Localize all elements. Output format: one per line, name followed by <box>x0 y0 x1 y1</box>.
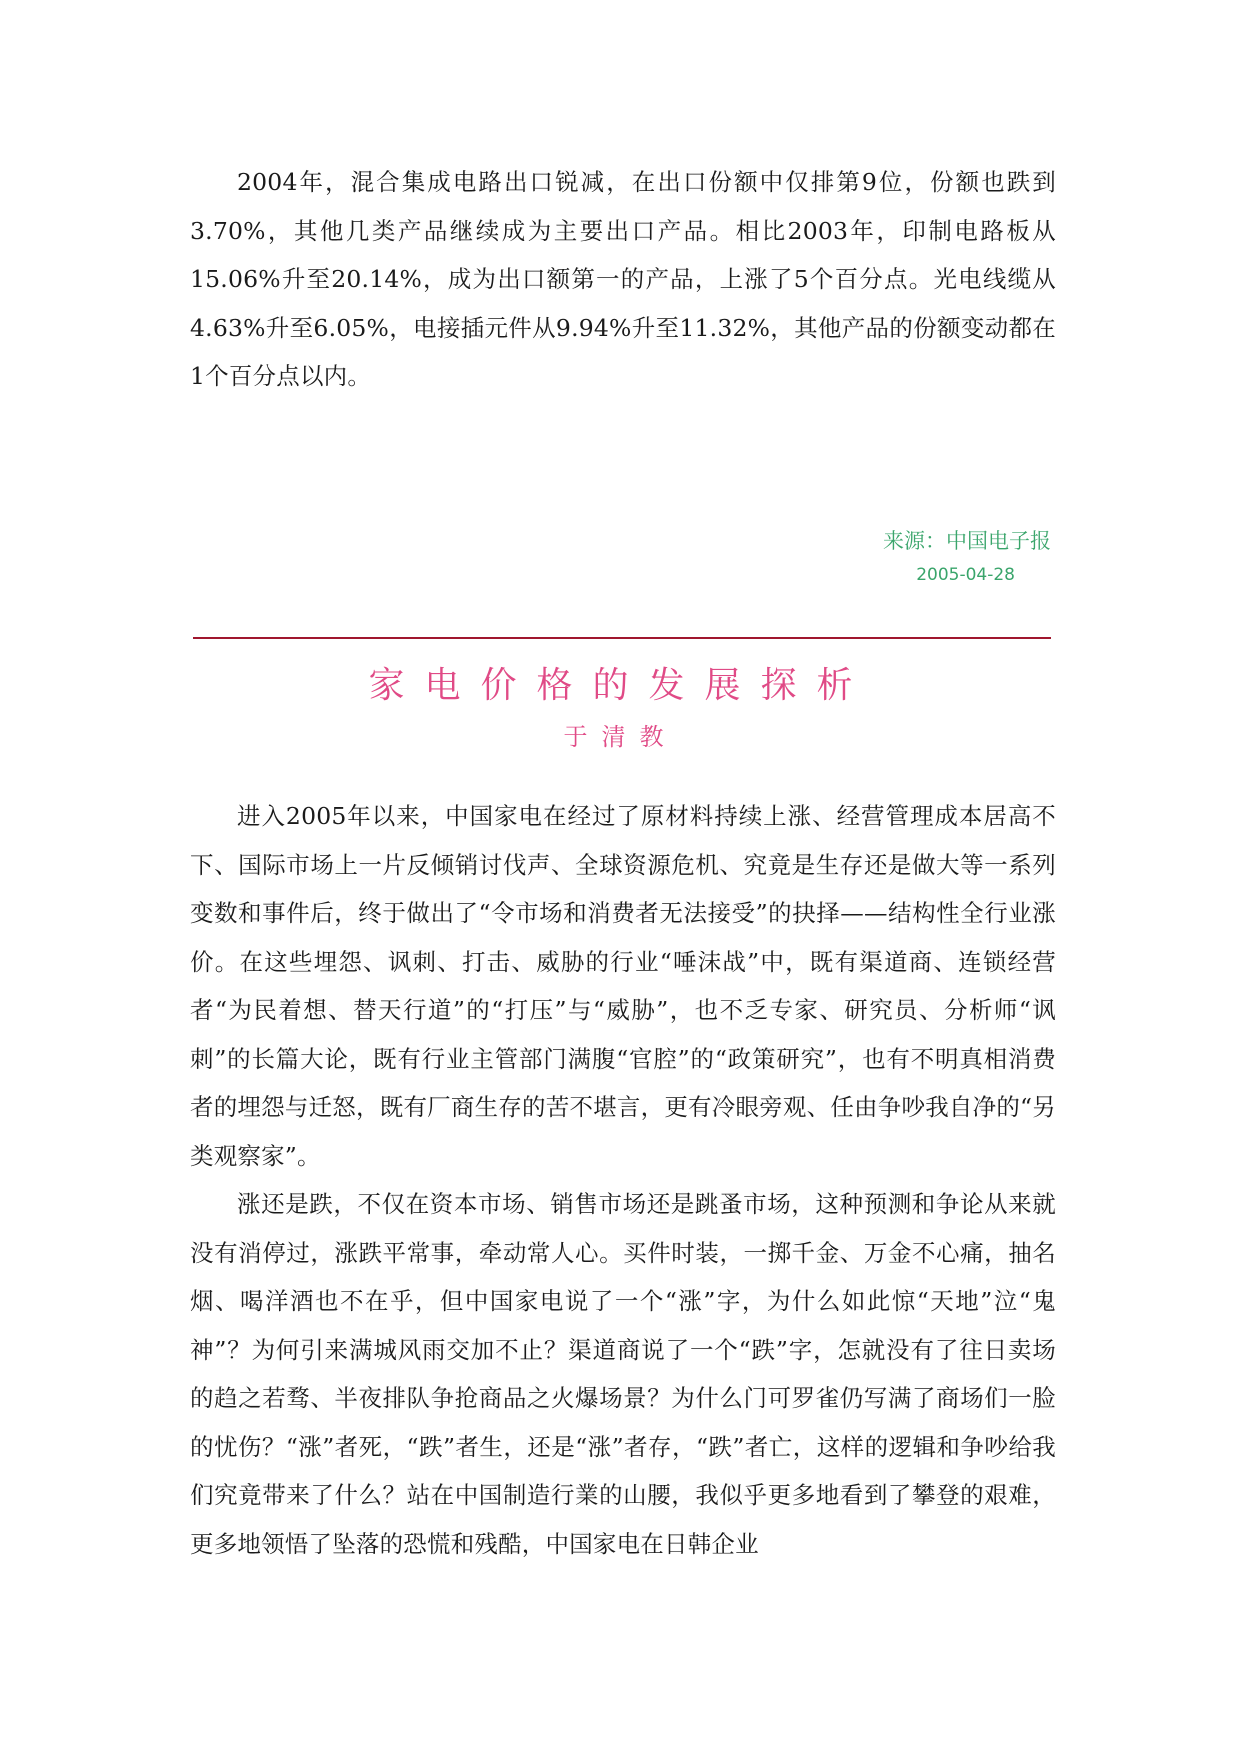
source-date: 2005-04-28 <box>916 565 1015 585</box>
section-divider <box>193 637 1051 639</box>
article1-source-block <box>883 526 1051 588</box>
article1-paragraph: 2004年，混合集成电路出口锐减，在出口份额中仅排第9位，份额也跌到3.70%，其他几类产品继续成为主要出口产品。相比2003年，印制电路板从15.06%升至20.14%，成为出口额第一的产品，上涨了5个百分点。光电线缆从4.63%升至6.05%，电接插元件从9.94%升至11.32%，其他产品的份额变动都在1个百分点以内。 <box>190 168 1056 390</box>
article2-body <box>190 792 1056 1568</box>
article2-paragraph-2: 涨还是跌，不仅在资本市场、销售市场还是跳蚤市场，这种预测和争论从来就没有消停过，涨跌平常事，牵动常人心。买件时装，一掷千金、万金不心痛，抽名烟、喝洋酒也不在乎，但中国家电说了一个“涨”字，为什么如此惊“天地”泣“鬼神”？为何引来满城风雨交加不止？渠道商说了一个“跌”字，怎就没有了往日卖场的趋之若骛、半夜排队争抢商品之火爆场景？为什么门可罗雀仍写满了商场们一脸的忧伤？“涨”者死，“跌”者生，还是“涨”者存，“跌”者亡，这样的逻辑和争吵给我们究竟带来了什么？站在中国制造行業的山腰，我似乎更多地看到了攀登的艰难，更多地领悟了坠落的恐慌和残酷，中国家电在日韩企业 <box>190 1190 1056 1558</box>
article2-author: 于清教 <box>563 723 678 751</box>
article2-title: 家电价格的发展探析 <box>368 665 873 706</box>
article2-paragraph-1: 进入2005年以来，中国家电在经过了原材料持续上涨、经营管理成本居高不下、国际市场上一片反倾销讨伐声、全球资源危机、究竟是生存还是做大等一系列变数和事件后，终于做出了“令市场和消费者无法接受”的抉择——结构性全行业涨价。在这些埋怨、讽刺、打击、威胁的行业“唾沫战”中，既有渠道商、连锁经营者“为民着想、替天行道”的“打压”与“威胁”，也不乏专家、研究员、分析师“讽刺”的长篇大论，既有行业主管部门满腹“官腔”的“政策研究”，也有不明真相消费者的埋怨与迁怒，既有厂商生存的苦不堪言，更有冷眼旁观、任由争吵我自净的“另类观察家”。 <box>190 802 1056 1170</box>
source-label: 来源：中国电子报 <box>883 529 1051 553</box>
article1-body <box>190 158 1056 401</box>
